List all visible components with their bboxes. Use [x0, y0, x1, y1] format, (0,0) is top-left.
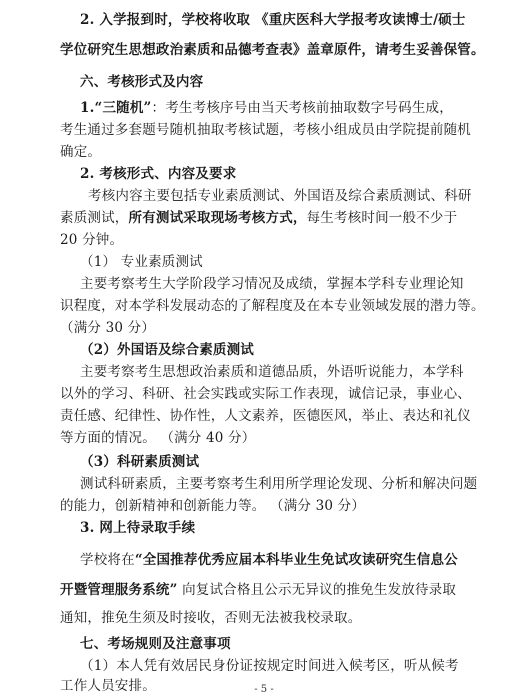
- paragraph-line: 识程度，对本学科发展动态的了解程度及在本专业领域发展的潜力等。: [60, 298, 485, 314]
- paragraph-line: 考核内容主要包括专业素质测试、外国语及综合素质测试、科研: [88, 188, 472, 204]
- paragraph-line: （1）本人凭有效居民身份证按规定时间进入候考区，听从候考: [80, 658, 459, 674]
- paragraph-line: 以外的学习、科研、社会实践或实际工作表现，诚信记录，事业心、: [60, 386, 471, 402]
- paragraph-line: 责任感、纪律性、协作性，人文素养，医德医风，举止、表达和礼仪: [60, 408, 471, 424]
- subsection-heading: （3）科研素质测试: [80, 454, 200, 470]
- paragraph-line: 2. 入学报到时，学校将收取 《重庆医科大学报考攻读博士/硕士: [80, 12, 466, 28]
- paragraph-line: （满分 30 分）: [60, 320, 156, 336]
- paragraph-line: 主要考察考生思想政治素质和道德品质，外语听说能力，本学科: [80, 364, 464, 380]
- bold-phrase: 所有测试采取现场考核方式，: [128, 210, 307, 226]
- paragraph-line: 主要考察考生大学阶段学习情况及成绩，掌握本学科专业理论知: [80, 276, 464, 292]
- bold-phrase: “全国推荐优秀应届本科毕业生免试攻读研究生信息公: [134, 552, 458, 568]
- paragraph-line: 学位研究生思想政治素质和品德考查表》盖章原件，请考生妥善保管。: [60, 42, 485, 58]
- subsection-heading: （1） 专业素质测试: [80, 254, 203, 270]
- paragraph-line: 的能力，创新精神和创新能力等。 （满分 30 分）: [60, 498, 366, 514]
- bold-phrase: 1.“三随机”: [80, 100, 152, 116]
- text-run: 素质测试，: [60, 210, 129, 226]
- text-run: 学校将在: [80, 552, 135, 568]
- paragraph-line: 确定。: [60, 144, 102, 160]
- paragraph-line: 工作人员安排。: [60, 678, 156, 694]
- text-run: ：考生考核序号由当天考核前抽取数字号码生成，: [151, 100, 453, 116]
- paragraph-line: 20 分钟。: [60, 232, 124, 248]
- paragraph-line: [80, 550, 458, 570]
- paragraph-line: [80, 98, 453, 118]
- paragraph-line: 考生通过多套题号随机抽取考核试题，考核小组成员由学院提前随机: [60, 122, 471, 138]
- subsection-heading: 2. 考核形式、内容及要求: [80, 166, 237, 182]
- page-number: - 5 -: [254, 684, 274, 695]
- text-run: 向复试合格且公示无异议的推免生发放待录取: [177, 582, 457, 598]
- bold-phrase: 开暨管理服务系统”: [60, 582, 178, 598]
- section-heading: 七、考场规则及注意事项: [80, 636, 231, 652]
- subsection-heading: 3. 网上待录取手续: [80, 520, 196, 536]
- paragraph-line: [60, 580, 456, 600]
- paragraph-line: 通知，推免生须及时接收，否则无法被我校录取。: [60, 610, 362, 626]
- paragraph-line: 测试科研素质，主要考察考生利用所学理论发现、分析和解决问题: [80, 476, 478, 492]
- section-heading: 六、考核形式及内容: [80, 74, 204, 90]
- subsection-heading: （2）外国语及综合素质测试: [80, 342, 254, 358]
- text-run: 每生考核时间一般不少于: [306, 210, 458, 226]
- paragraph-line: 等方面的情况。 （满分 40 分）: [60, 430, 256, 446]
- paragraph-line: [60, 208, 457, 228]
